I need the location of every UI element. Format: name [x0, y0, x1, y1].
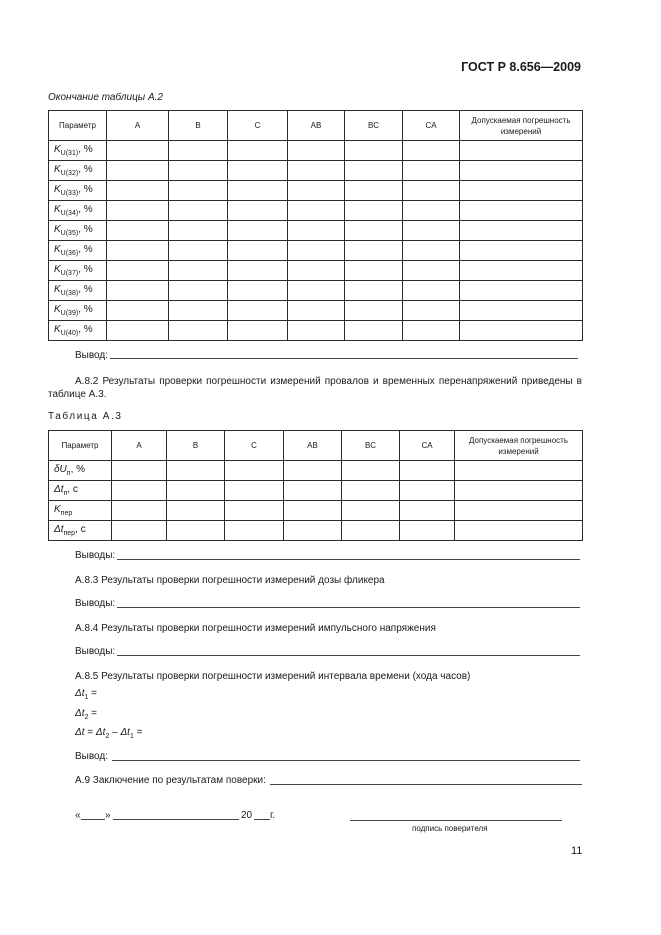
table-a3-conclusion-label: Выводы:: [75, 550, 116, 561]
signature-caption: подпись поверителя: [412, 824, 488, 833]
value-cell[interactable]: [107, 281, 169, 301]
value-cell[interactable]: [403, 161, 460, 181]
parameter-cell: [49, 321, 107, 341]
formula-delta-t: [75, 727, 142, 740]
column-header: BC: [345, 111, 403, 141]
parameter-subscript: U(38): [60, 290, 79, 297]
value-cell[interactable]: [228, 221, 288, 241]
table-a2-caption: Окончание таблицы А.2: [48, 92, 163, 103]
value-cell[interactable]: [288, 201, 345, 221]
value-cell[interactable]: [169, 161, 228, 181]
value-cell[interactable]: [460, 201, 583, 221]
table-a3-caption: Таблица А.3: [48, 411, 123, 422]
value-cell[interactable]: [107, 221, 169, 241]
value-cell[interactable]: [169, 201, 228, 221]
column-header: A: [112, 431, 167, 461]
column-header: AB: [288, 111, 345, 141]
a9-conclusion-line[interactable]: [270, 784, 582, 785]
value-cell[interactable]: [225, 521, 284, 541]
column-header: CA: [403, 111, 460, 141]
value-cell[interactable]: [345, 161, 403, 181]
parameter-subscript: U(33): [60, 190, 79, 197]
value-cell[interactable]: [403, 201, 460, 221]
value-cell[interactable]: [288, 141, 345, 161]
value-cell[interactable]: [455, 481, 583, 501]
table-row: [49, 261, 583, 281]
table-row: [49, 481, 583, 501]
value-cell[interactable]: [460, 141, 583, 161]
value-cell[interactable]: [345, 141, 403, 161]
value-cell[interactable]: [288, 321, 345, 341]
value-cell[interactable]: [345, 221, 403, 241]
value-cell[interactable]: [460, 161, 583, 181]
parameter-cell: [49, 201, 107, 221]
standard-designation: ГОСТ Р 8.656—2009: [461, 60, 581, 74]
parameter-symbol: δU: [54, 464, 67, 475]
value-cell[interactable]: [403, 181, 460, 201]
parameter-cell: [49, 461, 112, 481]
parameter-symbol: K: [54, 164, 61, 175]
value-cell[interactable]: [284, 461, 342, 481]
parameter-unit: , %: [78, 324, 93, 335]
value-cell[interactable]: [460, 281, 583, 301]
value-cell[interactable]: [284, 481, 342, 501]
parameter-unit: , %: [78, 244, 93, 255]
table-a2-conclusion-label: Вывод:: [75, 350, 109, 361]
value-cell[interactable]: [284, 501, 342, 521]
value-cell[interactable]: [107, 201, 169, 221]
table-a3-body: [49, 461, 583, 541]
parameter-subscript: пер: [63, 530, 76, 537]
value-cell[interactable]: [112, 481, 167, 501]
value-cell[interactable]: [455, 521, 583, 541]
parameter-symbol: K: [54, 324, 61, 335]
value-cell[interactable]: [169, 281, 228, 301]
value-cell[interactable]: [169, 301, 228, 321]
column-header: A: [107, 111, 169, 141]
formula-subscript: 1: [84, 694, 89, 701]
table-row: [49, 301, 583, 321]
column-header: B: [167, 431, 225, 461]
value-cell[interactable]: [460, 221, 583, 241]
value-cell[interactable]: [169, 261, 228, 281]
signature-line[interactable]: [350, 820, 562, 821]
value-cell[interactable]: [345, 281, 403, 301]
value-cell[interactable]: [460, 241, 583, 261]
value-cell[interactable]: [403, 221, 460, 241]
value-cell[interactable]: [288, 161, 345, 181]
value-cell[interactable]: [107, 181, 169, 201]
parameter-unit: , %: [78, 284, 93, 295]
value-cell[interactable]: [345, 321, 403, 341]
parameter-symbol: K: [54, 184, 61, 195]
value-cell[interactable]: [288, 221, 345, 241]
value-cell[interactable]: [169, 241, 228, 261]
formula-equals: =: [88, 688, 98, 699]
value-cell[interactable]: [228, 261, 288, 281]
table-row: [49, 241, 583, 261]
value-cell[interactable]: [460, 321, 583, 341]
column-header: BC: [342, 431, 400, 461]
value-cell[interactable]: [228, 181, 288, 201]
formula-eq-sign: =: [84, 727, 96, 738]
parameter-cell: [49, 141, 107, 161]
value-cell[interactable]: [107, 241, 169, 261]
value-cell[interactable]: [345, 301, 403, 321]
value-cell[interactable]: [169, 141, 228, 161]
formula-symbol: Δt: [75, 727, 85, 738]
formula-subscript: 2: [105, 733, 110, 740]
value-cell[interactable]: [228, 281, 288, 301]
value-cell[interactable]: [228, 301, 288, 321]
value-cell[interactable]: [455, 461, 583, 481]
parameter-symbol: K: [54, 204, 61, 215]
value-cell[interactable]: [169, 221, 228, 241]
table-row: [49, 201, 583, 221]
table-row: [49, 281, 583, 301]
table-row: [49, 221, 583, 241]
parameter-subscript: U(36): [60, 250, 79, 257]
value-cell[interactable]: [345, 201, 403, 221]
parameter-symbol: K: [54, 304, 61, 315]
value-cell[interactable]: [107, 141, 169, 161]
formula-minus: –: [109, 727, 121, 738]
date-month-line[interactable]: [113, 819, 239, 820]
table-a3-conclusion-line[interactable]: [117, 559, 580, 560]
value-cell[interactable]: [167, 481, 225, 501]
parameter-symbol: K: [54, 224, 61, 235]
value-cell[interactable]: [167, 501, 225, 521]
table-row: [49, 321, 583, 341]
column-header: C: [228, 111, 288, 141]
value-cell[interactable]: [403, 301, 460, 321]
value-cell[interactable]: [228, 161, 288, 181]
column-header: B: [169, 111, 228, 141]
value-cell[interactable]: [228, 141, 288, 161]
value-cell[interactable]: [288, 261, 345, 281]
parameter-subscript: U(31): [60, 150, 79, 157]
value-cell[interactable]: [284, 521, 342, 541]
date-year-prefix: 20: [241, 810, 253, 821]
value-cell[interactable]: [460, 181, 583, 201]
value-cell[interactable]: [225, 481, 284, 501]
value-cell[interactable]: [455, 501, 583, 521]
value-cell[interactable]: [403, 321, 460, 341]
table-a2-header-row: [49, 111, 583, 141]
date-quote-close: »: [105, 810, 111, 821]
parameter-unit: , %: [70, 464, 86, 475]
formula-subscript: 1: [129, 733, 134, 740]
parameter-cell: [49, 241, 107, 261]
parameter-unit: , %: [78, 304, 93, 315]
parameter-unit: , c: [67, 484, 78, 495]
value-cell[interactable]: [228, 201, 288, 221]
value-cell[interactable]: [460, 301, 583, 321]
parameter-unit: , %: [78, 164, 93, 175]
paragraph-a8-5: А.8.5 Результаты проверки погрешности измерений интервала времени (хода часов): [75, 671, 471, 682]
parameter-subscript: U(39): [60, 310, 79, 317]
date-quote-open: «: [75, 810, 81, 821]
parameter-unit: , c: [75, 524, 86, 535]
date-year-suffix: г.: [270, 810, 276, 821]
parameter-cell: [49, 481, 112, 501]
parameter-subscript: U(40): [60, 330, 79, 337]
parameter-subscript: U(32): [60, 170, 79, 177]
table-a3: [48, 430, 583, 541]
column-header: C: [225, 431, 284, 461]
value-cell[interactable]: [167, 461, 225, 481]
parameter-unit: , %: [78, 144, 93, 155]
date-year-line[interactable]: [254, 819, 270, 820]
value-cell[interactable]: [169, 181, 228, 201]
value-cell[interactable]: [288, 301, 345, 321]
paragraph-a8-3: А.8.3 Результаты проверки погрешности измерений дозы фликера: [75, 575, 385, 586]
parameter-unit: , %: [78, 204, 93, 215]
a8-5-conclusion-label: Вывод:: [75, 751, 109, 762]
table-row: [49, 181, 583, 201]
value-cell[interactable]: [403, 261, 460, 281]
table-row: [49, 461, 583, 481]
parameter-subscript: п: [63, 490, 68, 497]
a8-5-conclusion-line[interactable]: [112, 760, 580, 761]
parameter-cell: [49, 521, 112, 541]
parameter-cell: [49, 181, 107, 201]
parameter-subscript: пер: [60, 510, 73, 517]
parameter-unit: , %: [78, 224, 93, 235]
value-cell[interactable]: [288, 241, 345, 261]
a8-4-conclusion-line[interactable]: [117, 655, 580, 656]
column-header: Допускаемая погрешность измерений: [460, 111, 583, 141]
value-cell[interactable]: [345, 241, 403, 261]
parameter-cell: [49, 221, 107, 241]
a8-3-conclusion-line[interactable]: [117, 607, 580, 608]
parameter-subscript: U(35): [60, 230, 79, 237]
table-row: [49, 161, 583, 181]
paragraph-a8-2: А.8.2 Результаты проверки погрешности измерений провалов и временных перенапряжений приведены в таблице А.3.: [48, 376, 582, 400]
value-cell[interactable]: [107, 321, 169, 341]
parameter-symbol: K: [54, 504, 61, 515]
value-cell[interactable]: [107, 261, 169, 281]
table-a3-header-row: [49, 431, 583, 461]
value-cell[interactable]: [403, 241, 460, 261]
value-cell[interactable]: [400, 501, 455, 521]
column-header: Параметр: [49, 111, 107, 141]
formula-equals: =: [133, 727, 143, 738]
formula-delta-t1: [75, 688, 97, 701]
a8-4-conclusion-label: Выводы:: [75, 646, 116, 657]
value-cell[interactable]: [169, 321, 228, 341]
parameter-subscript: U(37): [60, 270, 79, 277]
value-cell[interactable]: [288, 181, 345, 201]
value-cell[interactable]: [228, 321, 288, 341]
value-cell[interactable]: [460, 261, 583, 281]
value-cell[interactable]: [112, 501, 167, 521]
value-cell[interactable]: [288, 281, 345, 301]
parameter-subscript: U(34): [60, 210, 79, 217]
formula-symbol: Δt: [95, 727, 106, 738]
formula-equals: =: [88, 708, 98, 719]
parameter-symbol: K: [54, 264, 61, 275]
column-header: CA: [400, 431, 455, 461]
column-header: Допускаемая погрешность измерений: [455, 431, 583, 461]
formula-symbol: Δt: [120, 727, 130, 738]
parameter-cell: [49, 161, 107, 181]
value-cell[interactable]: [225, 461, 284, 481]
table-a2-body: [49, 141, 583, 341]
formula-subscript: 2: [84, 714, 89, 721]
parameter-unit: , %: [78, 184, 93, 195]
value-cell[interactable]: [400, 481, 455, 501]
table-row: [49, 501, 583, 521]
value-cell[interactable]: [228, 241, 288, 261]
table-a2-conclusion-line[interactable]: [110, 358, 578, 359]
parameter-cell: [49, 301, 107, 321]
column-header: Параметр: [49, 431, 112, 461]
table-a2: [48, 110, 583, 341]
value-cell[interactable]: [403, 281, 460, 301]
paragraph-a8-4: А.8.4 Результаты проверки погрешности измерений импульсного напряжения: [75, 623, 436, 634]
value-cell[interactable]: [342, 521, 400, 541]
value-cell[interactable]: [342, 481, 400, 501]
value-cell[interactable]: [167, 521, 225, 541]
column-header: AB: [284, 431, 342, 461]
parameter-cell: [49, 281, 107, 301]
value-cell[interactable]: [345, 181, 403, 201]
value-cell[interactable]: [400, 521, 455, 541]
formula-symbol: Δt: [75, 688, 85, 699]
date-day-line[interactable]: [81, 819, 105, 820]
value-cell[interactable]: [107, 161, 169, 181]
parameter-symbol: K: [54, 144, 61, 155]
value-cell[interactable]: [400, 461, 455, 481]
paragraph-a9: А.9 Заключение по результатам поверки:: [75, 775, 266, 786]
table-row: [49, 141, 583, 161]
parameter-subscript: п: [66, 470, 71, 477]
value-cell[interactable]: [403, 141, 460, 161]
value-cell[interactable]: [107, 301, 169, 321]
value-cell[interactable]: [225, 501, 284, 521]
a8-3-conclusion-label: Выводы:: [75, 598, 116, 609]
value-cell[interactable]: [342, 461, 400, 481]
formula-delta-t2: [75, 708, 97, 721]
parameter-symbol: Δt: [54, 484, 64, 495]
value-cell[interactable]: [112, 461, 167, 481]
page-number: 11: [571, 845, 583, 857]
parameter-cell: [49, 501, 112, 521]
parameter-unit: , %: [78, 264, 93, 275]
table-row: [49, 521, 583, 541]
parameter-cell: [49, 261, 107, 281]
value-cell[interactable]: [112, 521, 167, 541]
value-cell[interactable]: [345, 261, 403, 281]
parameter-symbol: Δt: [54, 524, 64, 535]
parameter-symbol: K: [54, 244, 61, 255]
parameter-symbol: K: [54, 284, 61, 295]
formula-symbol: Δt: [75, 708, 85, 719]
value-cell[interactable]: [342, 501, 400, 521]
